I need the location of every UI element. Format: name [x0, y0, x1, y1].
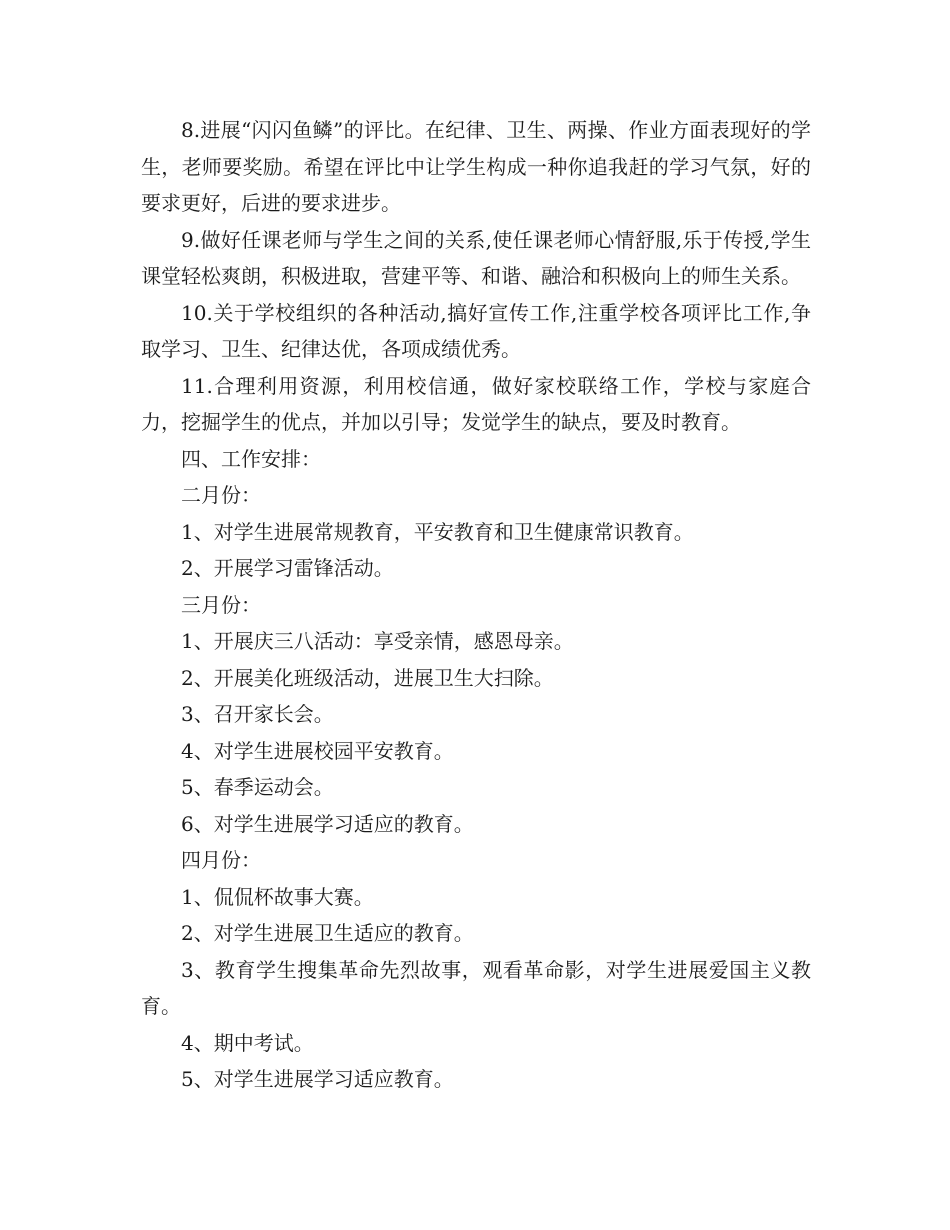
list-item: 1、对学生进展常规教育，平安教育和卫生健康常识教育。: [181, 519, 694, 544]
list-item: 1、开展庆三八活动：享受亲情，感恩母亲。: [181, 629, 574, 653]
section-heading-work-schedule: 四、工作安排：: [181, 446, 321, 471]
paragraph-item-8: 8.进展“闪闪鱼鳞”的评比。在纪律、卫生、两操、作业方面表现好的学生，老师要奖励。希望在评比中让学生构成一种你追我赶的学习气氛，好的要求更好，后进的要求进步。: [141, 118, 811, 215]
month-heading-february: 二月份：: [181, 483, 261, 507]
document-page: [141, 112, 811, 1098]
list-item: 5、对学生进展学习适应教育。: [181, 1067, 454, 1091]
list-item: 5、春季运动会。: [181, 775, 334, 799]
list-item: 4、期中考试。: [181, 1030, 314, 1055]
paragraph-item-11: 11.合理利用资源，利用校信通，做好家校联络工作，学校与家庭合力，挖掘学生的优点，并加以引导；发觉学生的缺点，要及时教育。: [141, 373, 811, 434]
paragraph-item-9: 9.做好任课老师与学生之间的关系,使任课老师心情舒服,乐于传授,学生课堂轻松爽朗，积极进取，营建平等、和谐、融洽和积极向上的师生关系。: [141, 227, 811, 288]
month-heading-march: 三月份：: [181, 592, 261, 617]
list-item: 6、对学生进展学习适应的教育。: [181, 811, 474, 836]
list-item: 2、开展美化班级活动，进展卫生大扫除。: [181, 665, 554, 690]
list-item: 3、教育学生搜集革命先烈故事，观看革命影，对学生进展爱国主义教育。: [141, 957, 811, 1018]
paragraph-item-10: 10.关于学校组织的各种活动,搞好宣传工作,注重学校各项评比工作,争取学习、卫生、纪律达优，各项成绩优秀。: [141, 300, 811, 361]
month-heading-april: 四月份：: [181, 848, 261, 872]
list-item: 4、对学生进展校园平安教育。: [181, 738, 454, 763]
list-item: 3、召开家长会。: [181, 702, 334, 726]
list-item: 2、对学生进展卫生适应的教育。: [181, 921, 474, 945]
list-item: 2、开展学习雷锋活动。: [181, 556, 394, 580]
list-item: 1、侃侃杯故事大赛。: [181, 884, 374, 909]
